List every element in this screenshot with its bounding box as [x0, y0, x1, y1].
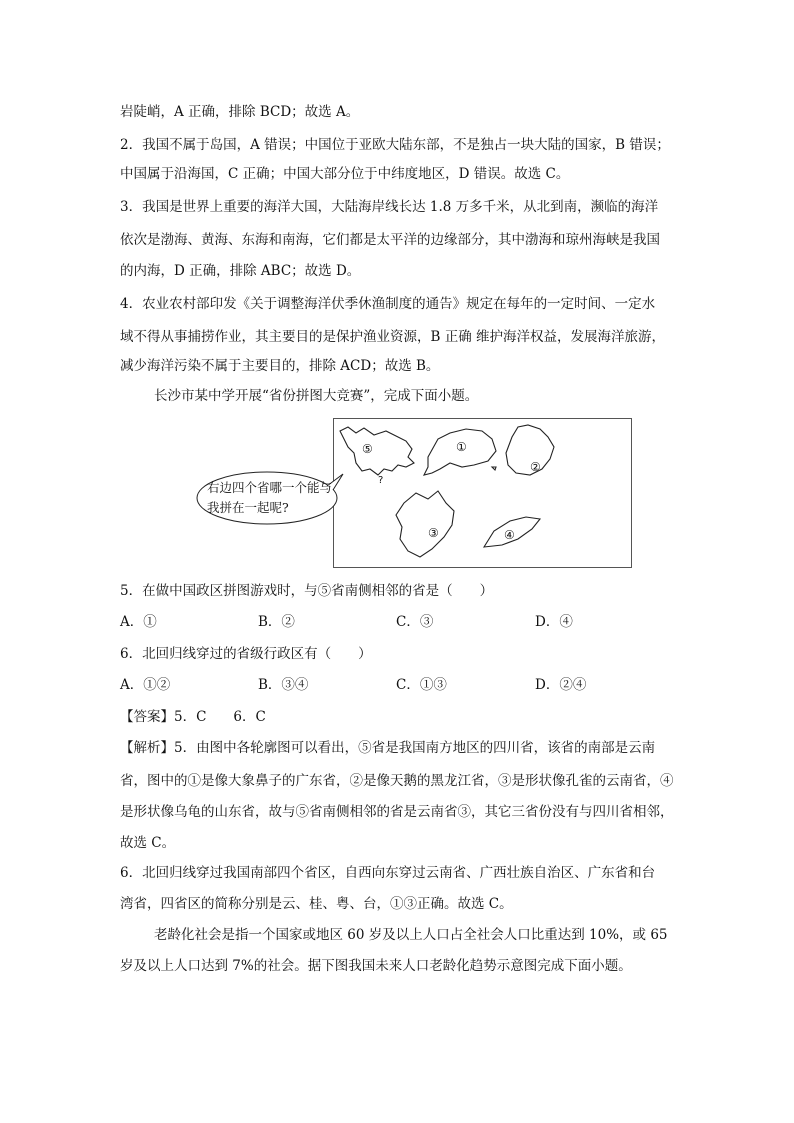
label-4: ④: [504, 528, 515, 542]
answer-line: 【答案】5．C 6．C: [120, 709, 266, 725]
q5-option-c: C．③: [396, 614, 434, 630]
q6-option-b: B．③④: [258, 677, 309, 693]
province-outlines: [334, 419, 633, 569]
analysis-6: 湾省，四省区的简称分别是云、桂、粤、台，①③正确。故选 C。: [120, 896, 513, 912]
province-puzzle-figure: [333, 418, 632, 568]
line-9: 减少海洋污染不属于主要目的，排除 ACD；故选 B。: [120, 358, 440, 374]
label-2: ②: [530, 460, 541, 474]
line-6: 的内海，D 正确，排除 ABC；故选 D。: [120, 263, 361, 279]
analysis-5: 6．北回归线穿过我国南部四个省区，自西向东穿过云南省、广西壮族自治区、广东省和台: [120, 865, 656, 881]
analysis-2: 省，图中的①是像大象鼻子的广东省，②是像天鹅的黑龙江省，③是形状像孔雀的云南省，④: [120, 773, 674, 789]
question-5: 5．在做中国政区拼图游戏时，与⑤省南侧相邻的省是（ ）: [120, 583, 494, 599]
bubble-text: 右边四个省哪一个能与我拼在一起呢?: [207, 480, 333, 515]
province-5-outline: [340, 427, 414, 475]
q5-option-d: D．④: [535, 614, 573, 630]
line-2: 2．我国不属于岛国，A 错误；中国位于亚欧大陆东部，不是独占一块大陆的国家，B 错误；: [120, 137, 670, 153]
analysis-4: 故选 C。: [120, 835, 176, 851]
line-7: 4．农业农村部印发《关于调整海洋伏季休渔制度的通告》规定在每年的一定时间、一定水: [120, 296, 656, 312]
province-3-outline: [396, 491, 454, 557]
line-5: 依次是渤海、黄海、东海和南海，它们都是太平洋的边缘部分，其中渤海和琼州海峡是我国: [120, 232, 660, 248]
q6-option-c: C．①③: [396, 677, 447, 693]
analysis-8: 岁及以上人口达到 7%的社会。据下图我国未来人口老龄化趋势示意图完成下面小题。: [120, 958, 632, 974]
q6-option-d: D．②④: [535, 677, 587, 693]
question-6: 6．北回归线穿过的省级行政区有（ ）: [120, 646, 372, 662]
line-8: 域不得从事捕捞作业，其主要目的是保护渔业资源，B 正确 维护海洋权益，发展海洋旅游，: [120, 329, 666, 345]
question-mark: ?: [378, 475, 384, 486]
analysis-1: 【解析】5．由图中各轮廓图可以看出，⑤省是我国南方地区的四川省，该省的南部是云南: [120, 740, 656, 756]
q6-option-a: A．①②: [120, 677, 171, 693]
line-1: 岩陡峭，A 正确，排除 BCD；故选 A。: [120, 104, 360, 120]
line-10: 长沙市某中学开展“省份拼图大竞赛”，完成下面小题。: [154, 388, 479, 404]
line-4: 3．我国是世界上重要的海洋大国，大陆海岸线长达 1.8 万多千米，从北到南，濒临的海洋: [120, 199, 659, 215]
label-3: ③: [428, 526, 439, 540]
q5-option-a: A．①: [120, 614, 157, 630]
label-1: ①: [456, 440, 467, 454]
q5-option-b: B．②: [258, 614, 295, 630]
label-5: ⑤: [362, 442, 373, 456]
analysis-7: 老龄化社会是指一个国家或地区 60 岁及以上人口占全社会人口比重达到 10%，或 65: [154, 927, 668, 943]
analysis-3: 是形状像乌龟的山东省，故与⑤省南侧相邻的省是云南省③，其它三省份没有与四川省相邻，: [120, 804, 674, 820]
line-3: 中国属于沿海国，C 正确；中国大部分位于中纬度地区，D 错误。故选 C。: [120, 166, 570, 182]
